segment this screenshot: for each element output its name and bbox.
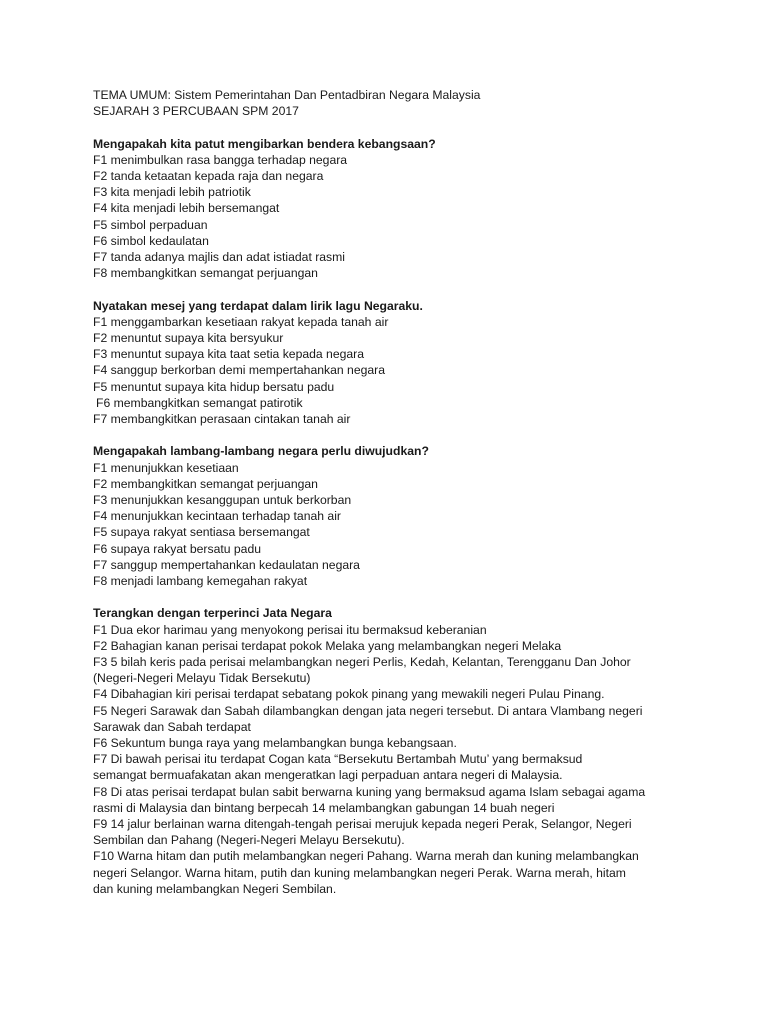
spacer — [93, 427, 713, 443]
answer-line: F6 simbol kedaulatan — [93, 233, 209, 248]
document-theme: TEMA UMUM: Sistem Pemerintahan Dan Pentadbiran Negara Malaysia — [93, 88, 481, 102]
answer-line: F2 tanda ketaatan kepada raja dan negara — [93, 169, 324, 183]
answer-line: F1 menggambarkan kesetiaan rakyat kepada tanah air — [93, 314, 389, 329]
section-question: Nyatakan mesej yang terdapat dalam lirik lagu Negaraku. — [93, 298, 423, 313]
answer-line: F6 supaya rakyat bersatu padu — [93, 541, 262, 556]
answer-line: F5 supaya rakyat sentiasa bersemangat — [93, 525, 310, 540]
section-question: Mengapakah lambang-lambang negara perlu diwujudkan? — [93, 444, 429, 459]
answer-line: F1 menimbulkan rasa bangga terhadap negara — [93, 152, 348, 167]
answer-line: F4 Dibahagian kiri perisai terdapat sebatang pokok pinang yang mewakili negeri Pulau Pinang. — [93, 687, 605, 702]
answer-line: Sarawak dan Sabah terdapat — [93, 719, 251, 734]
answer-line: F9 14 jalur berlainan warna ditengah-tengah perisai merujuk kepada negeri Perak, Selangor, Negeri — [93, 817, 632, 832]
answer-line: negeri Selangor. Warna hitam, putih dan kuning melambangkan negeri Perak. Warna merah, hitam — [93, 865, 626, 880]
answer-line: F8 Di atas perisai terdapat bulan sabit berwarna kuning yang bermaksud agama Islam sebagai agama — [93, 784, 646, 799]
section-question: Terangkan dengan terperinci Jata Negara — [93, 606, 332, 621]
document-subtitle: SEJARAH 3 PERCUBAAN SPM 2017 — [93, 104, 299, 119]
answer-line: Sembilan dan Pahang (Negeri-Negeri Melayu Bersekutu). — [93, 833, 405, 848]
answer-line: F3 menunjukkan kesanggupan untuk berkorban — [93, 493, 352, 508]
answer-line: (Negeri-Negeri Melayu Tidak Bersekutu) — [93, 671, 311, 686]
answer-line: F4 kita menjadi lebih bersemangat — [93, 201, 280, 216]
answer-line: F6 membangkitkan semangat patirotik — [96, 395, 303, 410]
answer-line: F5 Negeri Sarawak dan Sabah dilambangkan dengan jata negeri tersebut. Di antara Vlambang negeri — [93, 703, 643, 718]
answer-line: F4 sanggup berkorban demi mempertahankan negara — [93, 363, 386, 378]
document-page — [93, 87, 713, 897]
spacer — [93, 589, 713, 605]
answer-line: F7 sanggup mempertahankan kedaulatan negara — [93, 557, 360, 572]
answer-line: F7 Di bawah perisai itu terdapat Cogan kata “Bersekutu Bertambah Mutu’ yang bermaksud — [93, 752, 583, 767]
answer-line: F1 menunjukkan kesetiaan — [93, 460, 239, 475]
answer-line: F4 menunjukkan kecintaan terhadap tanah air — [93, 509, 341, 524]
answer-line: F2 membangkitkan semangat perjuangan — [93, 476, 318, 491]
answer-line: F8 membangkitkan semangat perjuangan — [93, 266, 318, 281]
answer-line: F10 Warna hitam dan putih melambangkan negeri Pahang. Warna merah dan kuning melambangkan — [93, 849, 639, 864]
answer-line: F2 Bahagian kanan perisai terdapat pokok Melaka yang melambangkan negeri Melaka — [93, 638, 562, 653]
spacer — [93, 119, 713, 135]
answer-line: F7 membangkitkan perasaan cintakan tanah air — [93, 412, 351, 427]
answer-line: F3 kita menjadi lebih patriotik — [93, 185, 251, 200]
answer-line: F2 menuntut supaya kita bersyukur — [93, 331, 284, 346]
spacer — [93, 281, 713, 297]
answer-line: semangat bermuafakatan akan mengeratkan lagi perpaduan antara negeri di Malaysia. — [93, 768, 563, 783]
answer-line: rasmi di Malaysia dan bintang berpecah 14 melambangkan gabungan 14 buah negeri — [93, 800, 555, 815]
answer-line: F6 Sekuntum bunga raya yang melambangkan bunga kebangsaan. — [93, 736, 457, 751]
answer-line: F5 menuntut supaya kita hidup bersatu padu — [93, 379, 335, 394]
section-question: Mengapakah kita patut mengibarkan bendera kebangsaan? — [93, 136, 436, 151]
answer-line: F1 Dua ekor harimau yang menyokong perisai itu bermaksud keberanian — [93, 622, 487, 637]
answer-line: dan kuning melambangkan Negeri Sembilan. — [93, 881, 337, 896]
answer-line: F7 tanda adanya majlis dan adat istiadat rasmi — [93, 250, 346, 265]
answer-line: F3 menuntut supaya kita taat setia kepada negara — [93, 347, 365, 362]
answer-line: F8 menjadi lambang kemegahan rakyat — [93, 574, 308, 589]
answer-line: F5 simbol perpaduan — [93, 217, 208, 232]
answer-line: F3 5 bilah keris pada perisai melambangkan negeri Perlis, Kedah, Kelantan, Terengganu Dan Johor — [93, 655, 631, 670]
